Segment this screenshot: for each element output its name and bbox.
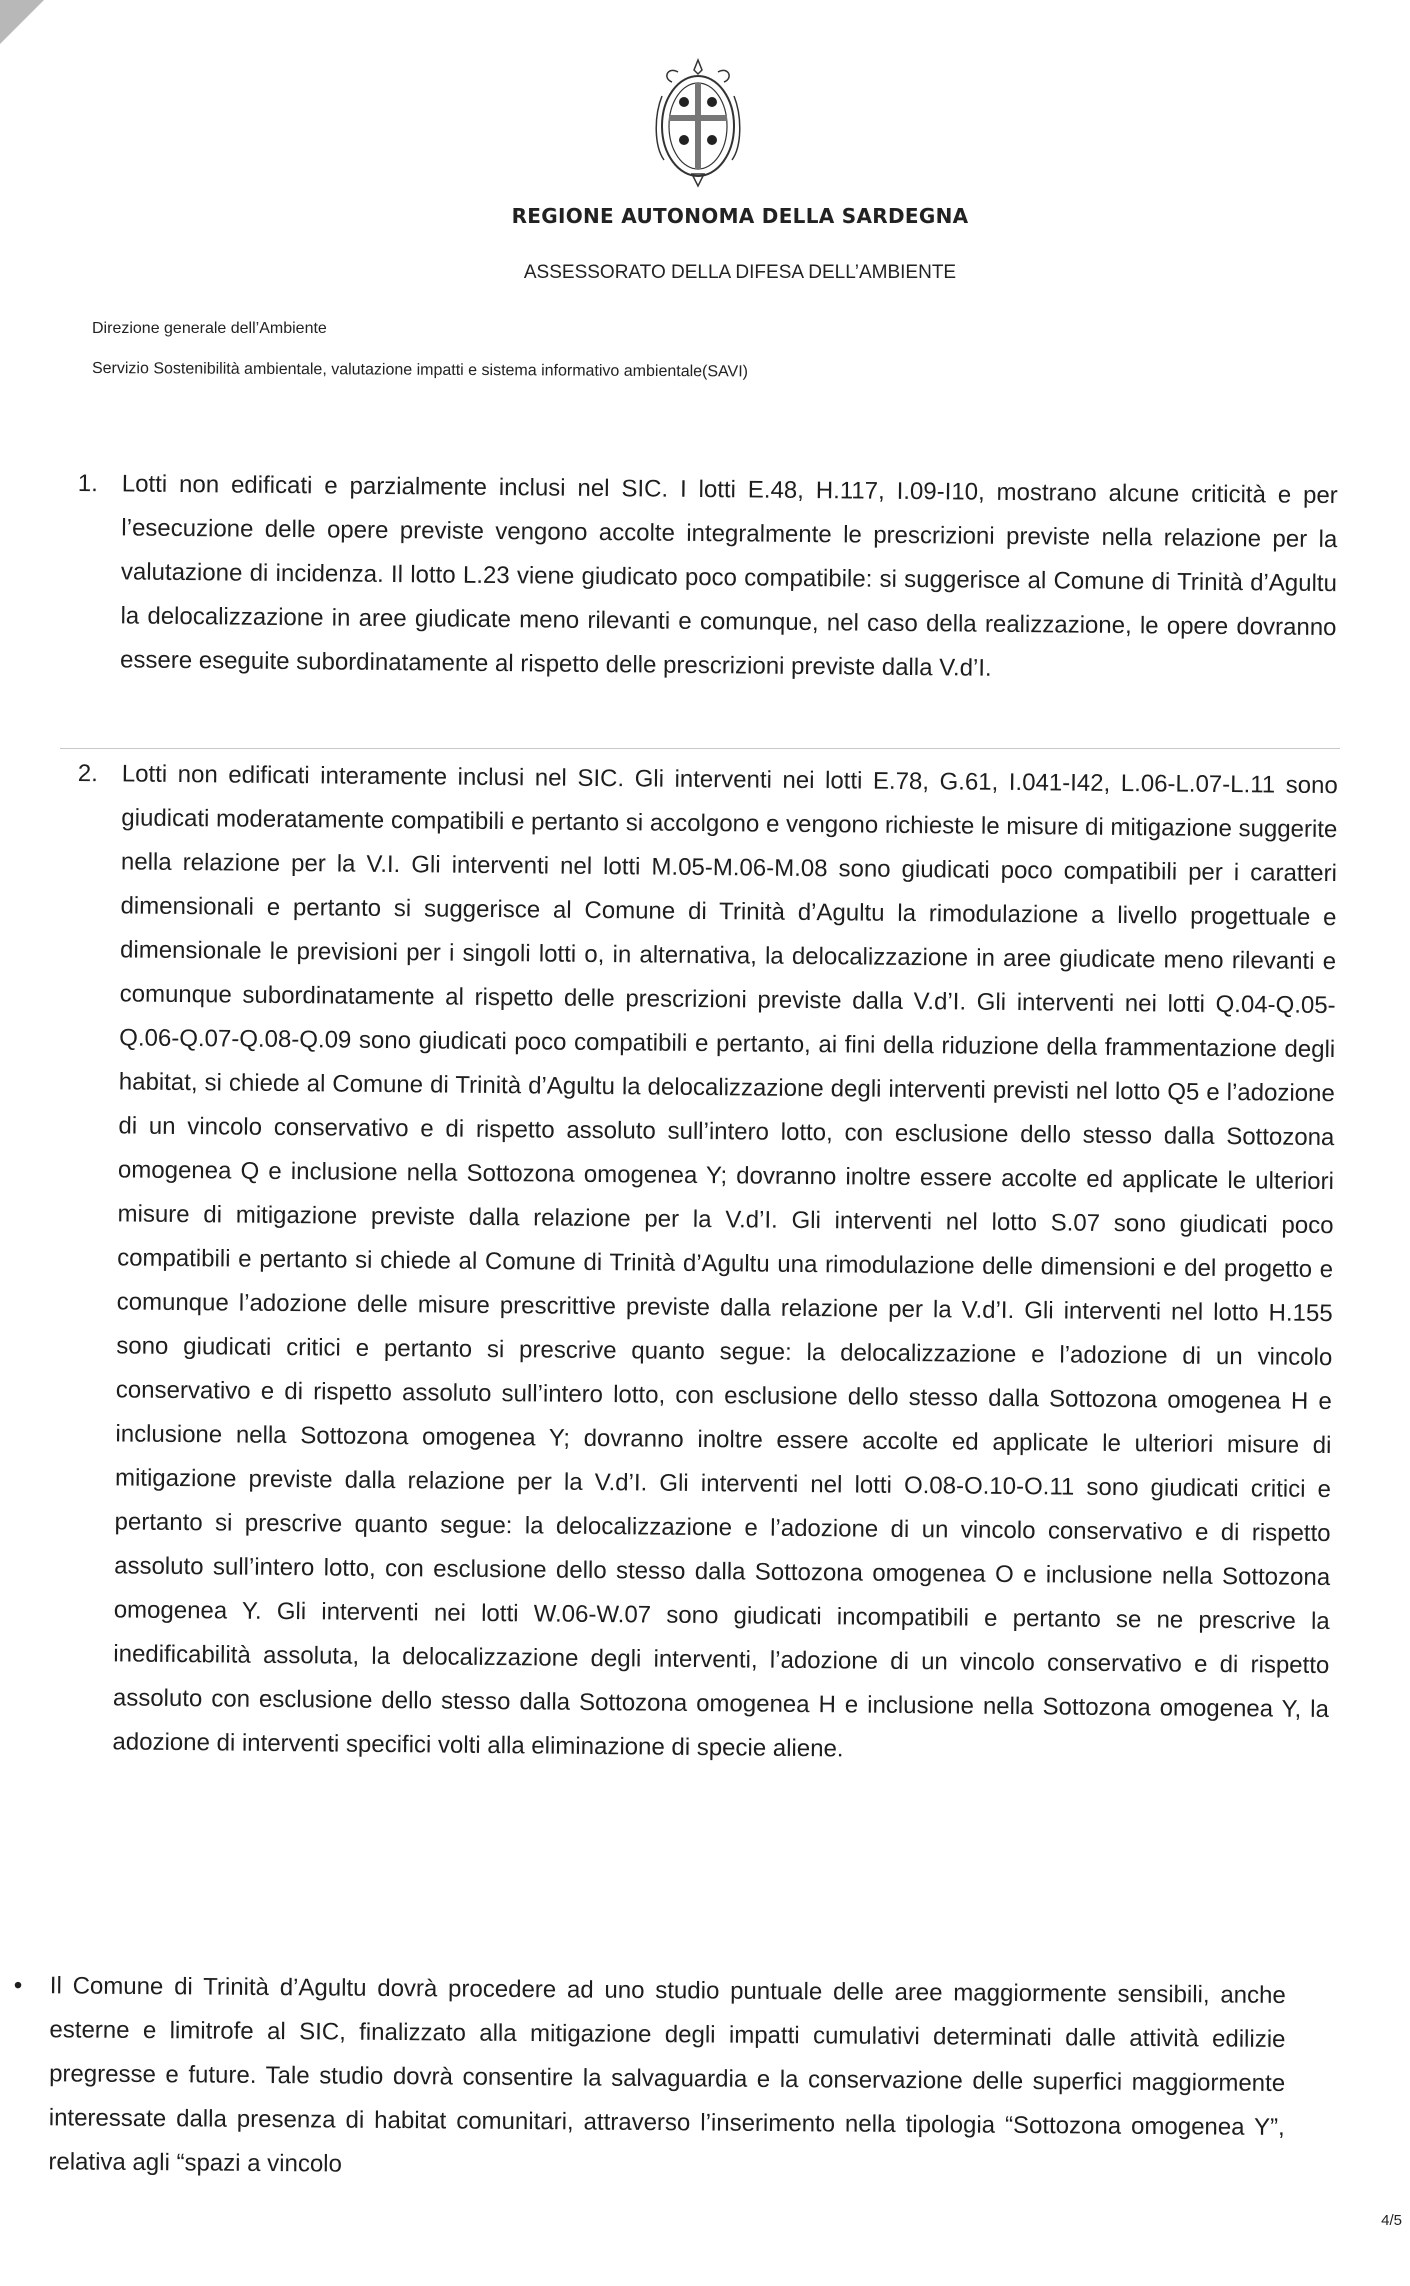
numbered-list [76, 462, 1338, 706]
scanned-page-corner [0, 0, 44, 44]
scan-artifact-line [60, 748, 1340, 749]
list-item [76, 462, 1338, 694]
department-title: ASSESSORATO DELLA DIFESA DELL’AMBIENTE [523, 262, 957, 283]
item-text: Lotti non edificati interamente inclusi nel SIC. Gli interventi nei lotti E.78, G.61, I.041-I42, L.06-L.07-L.11 sono giudicati moderatamente compatibili e pertanto si accolgono e vengono richieste le misure di mitigazione suggerite nella relazione per la V.I. Gli interventi nel lotti M.05-M.06-M.08 sono giudicati poco compatibili per i caratteri dimensionali e pertanto si suggerisce al Comune di Trinità d’Agultu la rimodulazione a livello progettuale e dimensionale le previsioni per i singoli lotti o, in alternativa, la delocalizzazione in aree giudicate meno rilevanti e comunque subordinatamente al rispetto delle prescrizioni previste dalla V.d’I. Gli interventi nei lotti Q.04-Q.05-Q.06-Q.07-Q.08-Q.09 sono giudicati poco compatibili e pertanto, ai fini della riduzione della frammentazione degli habitat, si chiede al Comune di Trinità d’Agultu la delocalizzazione degli interventi previsti nel lotto Q5 e l’adozione di un vincolo conservativo e di rispetto assoluto sull’intero lotto, con esclusione dello stesso dalla Sottozona omogenea Q e inclusione nella Sottozona omogenea Y; dovranno inoltre essere accolte ed applicate le ulteriori misure di mitigazione previste dalla relazione per la V.d’I. Gli interventi nel lotto S.07 sono giudicati poco compatibili e pertanto si chiede al Comune di Trinità d’Agultu una rimodulazione delle dimensioni e del progetto e comunque l’adozione delle misure prescrittive previste dalla relazione per la V.d’I. Gli interventi nel lotto H.155 sono giudicati critici e pertanto si prescrive quanto segue: la delocalizzazione e l’adozione di un vincolo conservativo e di rispetto assoluto sull’intero lotto, con esclusione dello stesso dalla Sottozona omogenea H e inclusione nella Sottozona omogenea Y; dovranno inoltre essere accolte ed applicate le ulteriori misure di mitigazione previste dalla relazione per la V.d’I. Gli interventi nel lotti O.08-O.10-O.11 sono giudicati critici e pertanto si prescrive quanto segue: la delocalizzazione e l’adozione di un vincolo conservativo e di rispetto assoluto sull’intero lotto, con esclusione dello stesso dalla Sottozona omogenea O e inclusione nella Sottozona omogenea Y. Gli interventi nei lotti W.06-W.07 sono giudicati incompatibili e pertanto se ne prescrive la inedificabilità assoluta, la delocalizzazione degli interventi, l’adozione di un vincolo conservativo e di rispetto assoluto con esclusione dello stesso dalla Sottozona omogenea H e inclusione nella Sottozona omogenea Y, la adozione di interventi specifici volti alla eliminazione di specie aliene. [112, 760, 1338, 1763]
sardinia-coat-of-arms-icon [648, 56, 748, 196]
item-number: 1. [77, 469, 98, 498]
service-label: Servizio Sostenibilità ambientale, valutazione impatti e sistema informativo ambientale(SAVI) [91, 360, 749, 381]
bullet-text: Il Comune di Trinità d’Agultu dovrà procedere ad uno studio puntuale delle aree maggiormente sensibili, anche esterne e limitrofe al SIC, finalizzato alla mitigazione degli impatti cumulativi determinati dalle attività edilizie pregresse e future. Tale studio dovrà consentire la salvaguardia e la conservazione delle superfici maggiormente interessate dalla presenza di habitat comunitari, attraverso l’inserimento nella tipologia “Sottozona omogenea Y”, relativa agli “spazi a vincolo [48, 1972, 1286, 2178]
item-number: 2. [77, 759, 98, 788]
organization-title: REGIONE AUTONOMA DELLA SARDEGNA [511, 204, 969, 228]
list-item [68, 752, 1338, 1776]
item-text: Lotti non edificati e parzialmente inclusi nel SIC. I lotti E.48, H.117, I.09-I10, mostrano alcune criticità e per l’esecuzione delle opere previste vengono accolte integralmente le prescrizioni previste nella relazione per la valutazione di incidenza. Il lotto L.23 viene giudicato poco compatibile: si suggerisce al Comune di Trinità d’Agultu la delocalizzazione in aree giudicate meno rilevanti e comunque, nel caso della realizzazione, le opere dovranno essere eseguite subordinatamente al rispetto delle prescrizioni previste dalla V.d’I. [119, 470, 1338, 682]
numbered-list-continued [68, 752, 1338, 1788]
page-number: 4/5 [1381, 2212, 1402, 2229]
bullet-marker: • [13, 1971, 23, 2000]
bullet-paragraph [12, 1964, 1286, 2194]
direction-label: Direzione generale dell’Ambiente [92, 320, 327, 337]
